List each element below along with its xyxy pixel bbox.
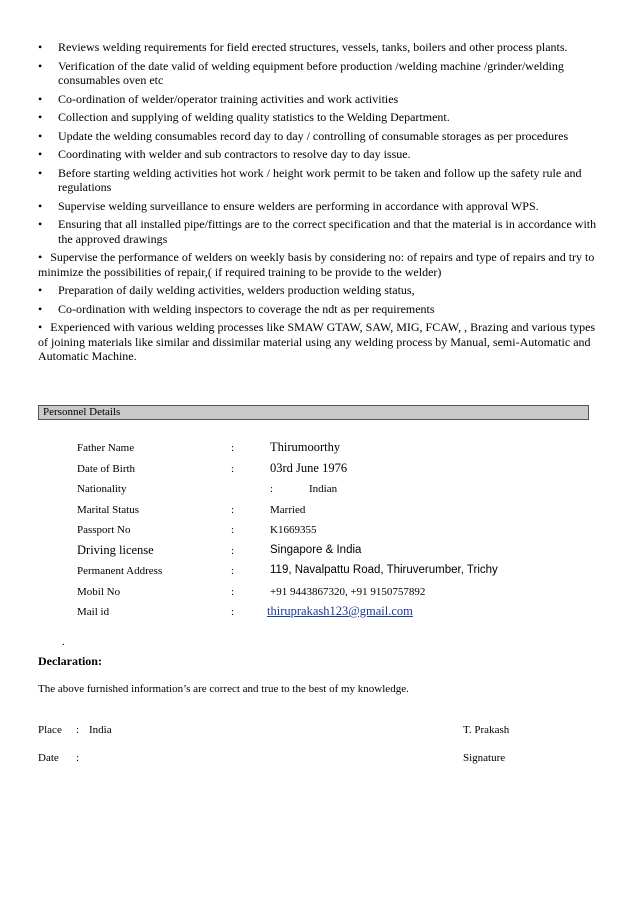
detail-separator: : xyxy=(231,585,235,598)
bullet-icon: • xyxy=(38,165,43,180)
list-item: • Co-ordination of welder/operator training activities and work activities xyxy=(38,91,399,106)
detail-row-passport xyxy=(77,522,577,543)
list-item: • Collection and supplying of welding quality statistics to the Welding Department. xyxy=(38,110,450,124)
detail-row-address xyxy=(77,563,577,584)
list-item: • Ensuring that all installed pipe/fittings are to the correct specification and that the material is in accordance with the approved drawings xyxy=(38,217,597,246)
detail-separator: : xyxy=(231,462,235,475)
detail-value: 119, Navalpattu Road, Thiruverumber, Trichy xyxy=(270,564,498,576)
detail-row-dob xyxy=(77,461,577,482)
stray-dot: . xyxy=(62,636,65,648)
detail-label: Driving license xyxy=(77,542,154,557)
bullet-icon: • xyxy=(38,58,43,73)
bullet-icon: • xyxy=(38,301,43,316)
declaration-title: Declaration: xyxy=(38,654,102,668)
email-link[interactable]: thiruprakash123@gmail.com xyxy=(267,604,413,618)
detail-value: Indian xyxy=(309,483,338,495)
detail-separator: : xyxy=(270,483,274,495)
detail-value: 03rd June 1976 xyxy=(270,460,348,475)
list-item: • Supervise the performance of welders on weekly basis by considering no: of repairs and type of repairs and try to minimize the possibilities of repair,( if required training to be provide to the welder) xyxy=(38,250,595,279)
detail-separator: : xyxy=(231,606,235,618)
list-item: • Co-ordination with welding inspectors to coverage the ndt as per requirements xyxy=(38,301,435,316)
detail-row-marital xyxy=(77,502,577,523)
bullet-icon: • xyxy=(38,40,43,54)
list-item: • Preparation of daily welding activities, welders production welding status, xyxy=(38,283,415,297)
place-label: Place xyxy=(38,724,62,736)
detail-row-mail xyxy=(77,604,577,625)
duties-list xyxy=(38,40,602,368)
bullet-icon: • xyxy=(38,128,43,143)
bullet-icon: • xyxy=(38,250,43,264)
detail-row-license xyxy=(77,543,577,564)
detail-separator: : xyxy=(231,524,235,536)
detail-separator: : xyxy=(231,503,235,516)
detail-separator: : xyxy=(231,565,235,577)
declaration-text: The above furnished information’s are correct and true to the best of my knowledge. xyxy=(38,683,409,695)
detail-label: Marital Status xyxy=(77,503,140,516)
detail-value: Married xyxy=(270,503,306,516)
detail-label: Father Name xyxy=(77,442,135,454)
bullet-icon: • xyxy=(38,283,43,297)
bullet-icon: • xyxy=(38,91,43,106)
detail-value: +91 9443867320, +91 9150757892 xyxy=(270,585,426,598)
detail-value: Thirumoorthy xyxy=(270,440,341,454)
section-header-personnel: Personnel Details xyxy=(38,405,589,420)
bullet-icon: • xyxy=(38,217,43,231)
list-item: • Update the welding consumables record day to day / controlling of consumable storages as per procedures xyxy=(38,128,569,143)
detail-row-nationality xyxy=(77,481,577,502)
detail-label: Passport No xyxy=(77,524,131,536)
detail-label: Permanent Address xyxy=(77,565,163,577)
detail-separator: : xyxy=(231,544,235,557)
detail-row-father xyxy=(77,440,577,461)
personnel-details xyxy=(77,440,577,625)
place-separator: : xyxy=(76,724,80,736)
bullet-icon: • xyxy=(38,147,43,161)
list-item: • Before starting welding activities hot work / height work permit to be taken and follow up the safety rule and regulations xyxy=(38,165,582,194)
signature-label: Signature xyxy=(463,752,506,764)
detail-label: Date of Birth xyxy=(77,462,136,475)
detail-label: Mobil No xyxy=(77,585,121,598)
list-item: • Supervise welding surveillance to ensure welders are performing in accordance with approval WPS. xyxy=(38,198,539,213)
detail-value: K1669355 xyxy=(270,524,317,536)
bullet-icon: • xyxy=(38,110,43,124)
place-value: India xyxy=(89,724,112,736)
bullet-icon: • xyxy=(38,320,43,334)
detail-label: Mail id xyxy=(77,606,110,618)
detail-label: Nationality xyxy=(77,483,127,495)
detail-separator: : xyxy=(231,442,235,454)
signer-name: T. Prakash xyxy=(463,724,510,736)
date-label: Date xyxy=(38,752,59,764)
list-item: • Reviews welding requirements for field erected structures, vessels, tanks, boilers and other process plants. xyxy=(38,40,568,54)
bullet-icon: • xyxy=(38,198,43,213)
detail-row-mobile xyxy=(77,584,577,605)
list-item: • Verification of the date valid of welding equipment before production /welding machine /grinder/welding consumables oven etc xyxy=(38,58,564,87)
detail-value: Singapore & India xyxy=(270,543,362,556)
list-item: • Coordinating with welder and sub contractors to resolve day to day issue. xyxy=(38,147,411,161)
list-item: • Experienced with various welding processes like SMAW GTAW, SAW, MIG, FCAW, , Brazing and various types of joining materials like similar and dissimilar material using any welding process by Manual, semi-Automatic and Automatic Machine. xyxy=(38,320,596,363)
date-separator: : xyxy=(76,752,80,764)
